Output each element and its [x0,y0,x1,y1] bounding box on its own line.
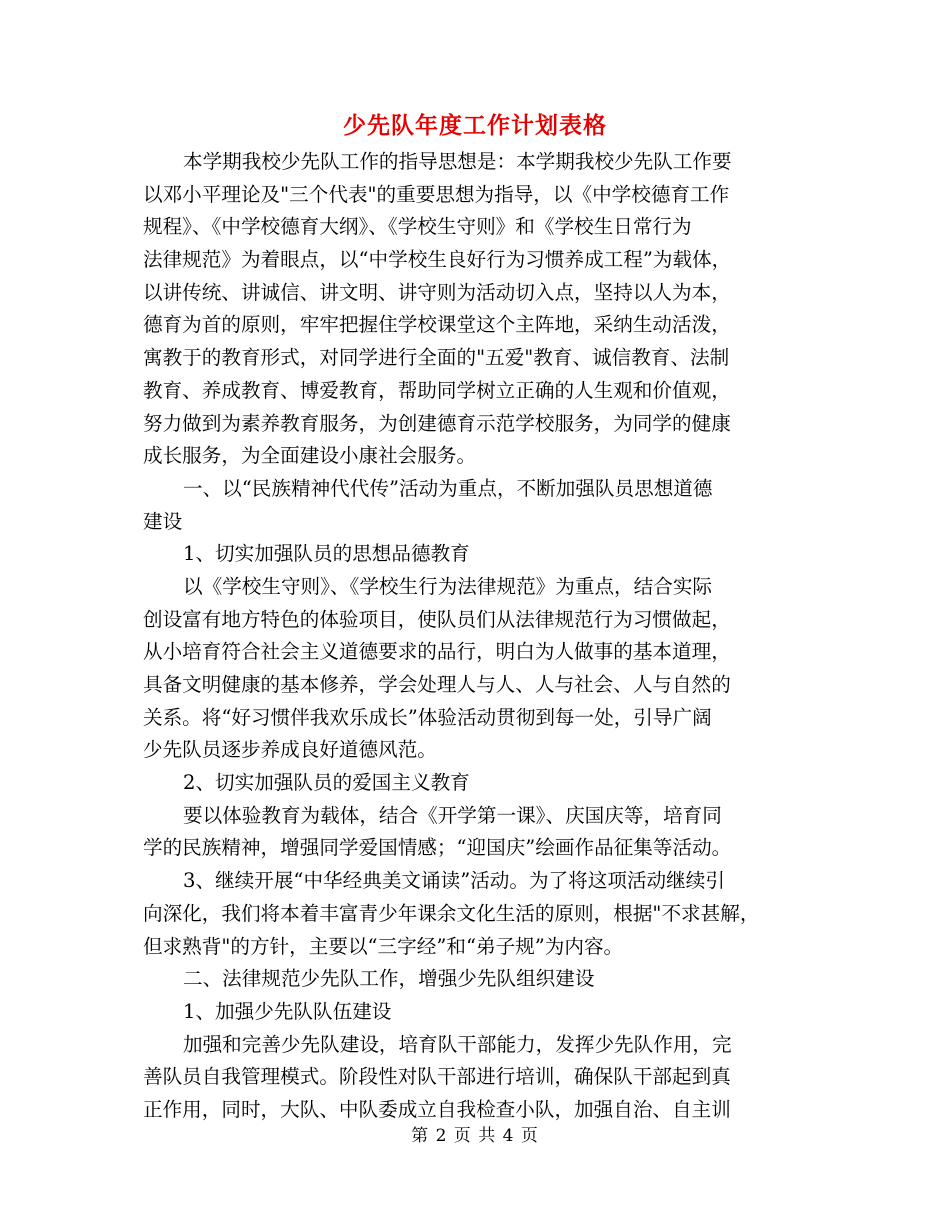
text-line: 一、以“民族精神代代传”活动为重点，不断加强队员思想道德 [183,476,713,500]
text-line: 从小培育符合社会主义道德要求的品行，明白为人做事的基本道理， [143,640,731,664]
document-title: 少先队年度工作计划表格 [343,113,607,139]
document-body [143,146,803,1127]
text-line: 以讲传统、讲诚信、讲文明、讲守则为活动切入点，坚持以人为本， [143,280,731,304]
text-line: 3、继续开展“中华经典美文诵读”活动。为了将这项活动继续引 [183,869,725,893]
text-line: 本学期我校少先队工作的指导思想是：本学期我校少先队工作要 [183,150,732,173]
text-line: 成长服务，为全面建设小康社会服务。 [143,444,477,468]
text-line: 1、加强少先队队伍建设 [183,999,392,1023]
text-line: 少先队员逐步养成良好道德风范。 [143,738,437,762]
text-line: 德育为首的原则，牢牢把握住学校课堂这个主阵地，采纳生动活泼， [143,313,731,337]
text-line: 以邓小平理论及"三个代表"的重要思想为指导，以《中学校德育工作 [143,182,730,206]
page-footer: 第 2 页 共 4 页 [411,1126,539,1146]
text-line: 规程》、《中学校德育大纲》、《学校生守则》和《学校生日常行为 [143,215,692,239]
text-line: 善队员自我管理模式。阶段性对队干部进行培训，确保队干部起到真 [143,1065,731,1089]
text-line: 二、法律规范少先队工作，增强少先队组织建设 [183,967,595,991]
text-line: 创设富有地方特色的体验项目，使队员们从法律规范行为习惯做起， [143,607,731,631]
text-line: 法律规范》为着眼点，以“中学校生良好行为习惯养成工程”为载体， [143,248,732,272]
text-line: 寓教于的教育形式，对同学进行全面的"五爱"教育、诚信教育、法制 [143,346,730,370]
text-line: 加强和完善少先队建设，培育队干部能力，发挥少先队作用，完 [183,1032,732,1056]
text-line: 努力做到为素养教育服务，为创建德育示范学校服务，为同学的健康 [143,411,731,435]
text-line: 2、切实加强队员的爱国主义教育 [183,771,470,795]
text-line: 向深化，我们将本着丰富青少年课余文化生活的原则，根据"不求甚解， [143,901,760,925]
text-line: 正作用，同时，大队、中队委成立自我检查小队，加强自治、自主训 [143,1097,731,1121]
text-line: 具备文明健康的基本修养，学会处理人与人、人与社会、人与自然的 [143,673,731,696]
text-line: 以《学校生守则》、《学校生行为法律规范》为重点，结合实际 [183,574,713,598]
text-line: 但求熟背"的方针，主要以“三字经”和“弟子规”为内容。 [143,934,624,958]
text-line: 建设 [143,509,183,533]
text-line: 关系。将“好习惯伴我欢乐成长”体验活动贯彻到每一处，引导广阔 [143,705,712,729]
text-line: 要以体验教育为载体，结合《开学第一课》、庆国庆等，培育同 [183,803,722,827]
text-line: 学的民族精神，增强同学爱国情感；“迎国庆”绘画作品征集等活动。 [143,836,732,860]
text-line: 教育、养成教育、博爱教育，帮助同学树立正确的人生观和价值观， [143,378,731,402]
text-line: 1、切实加强队员的思想品德教育 [183,542,470,566]
